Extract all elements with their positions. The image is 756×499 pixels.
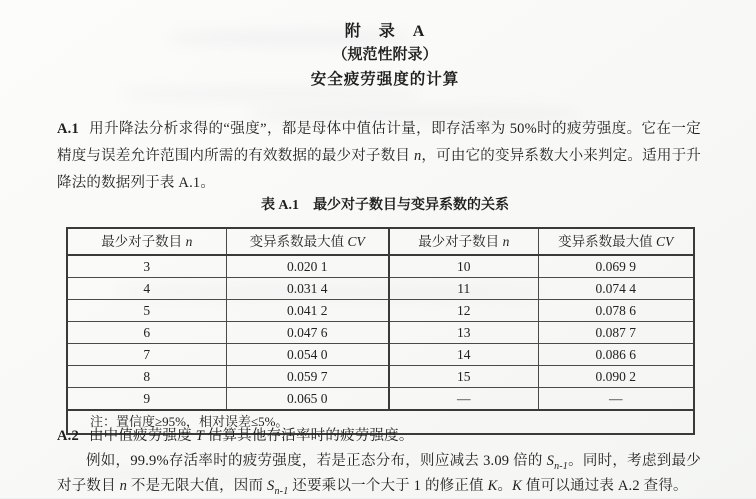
- table-cell: 0.020 1: [226, 255, 389, 278]
- variable-n: n: [185, 233, 193, 249]
- table-cell: 0.054 0: [226, 344, 389, 366]
- table-cell: 0.086 6: [538, 344, 694, 366]
- table-cell: 0.074 4: [538, 278, 694, 300]
- appendix-title: 附 录 A: [344, 23, 426, 40]
- section-a2-text: 值可以通过表 A.2 查得。: [522, 478, 688, 494]
- table-cell: —: [389, 388, 538, 411]
- variable-s: S: [267, 478, 275, 494]
- section-a2-text: 。: [497, 478, 513, 494]
- table-cell: 0.059 7: [226, 366, 389, 388]
- table-header-row: [67, 228, 694, 255]
- variable-k: K: [487, 478, 498, 494]
- variable-k: K: [512, 478, 523, 494]
- table-note: 注：置信度≥95%，相对误差≤5%。: [67, 410, 694, 434]
- table-cell: 14: [389, 344, 538, 366]
- variable-t: T: [195, 428, 204, 444]
- table-cell: 7: [67, 344, 226, 366]
- variable-s: S: [546, 453, 555, 469]
- section-a2-body: [57, 449, 701, 499]
- table-cell: 10: [389, 255, 538, 278]
- column-header: 变异系数最大值 CV: [538, 228, 694, 255]
- table-caption: [0, 194, 756, 214]
- section-a1-text: ，可由它的变异系数大小来判定。适用于升降法的数据列于表 A.1。: [57, 148, 701, 191]
- table-cell: —: [538, 388, 694, 411]
- table-cell: 0.078 6: [538, 300, 694, 322]
- section-a2-text: 由中值疲劳强度: [88, 428, 196, 444]
- table-cell: 0.069 9: [538, 255, 694, 278]
- section-a2-text: 不是无限大值，因而: [127, 478, 268, 494]
- table-caption-label: 表 A.1: [260, 198, 300, 213]
- table-row: [67, 300, 694, 322]
- section-a2: [57, 424, 701, 499]
- section-a1-text: 用升降法分析求得的“强度”，都是母体中值估计量，即存活率为 50%时的疲劳强度。它在一定精度与误差允许范围内所需的有效数据的最少对子数目: [57, 121, 701, 164]
- section-a2-text: 还要乘以一个大于 1 的修正值: [288, 478, 488, 494]
- table-row: [67, 278, 694, 300]
- variable-n: n: [413, 148, 422, 164]
- section-a1-label: A.1: [57, 121, 79, 137]
- table-row: [67, 322, 694, 344]
- column-header: 最少对子数目 n: [389, 228, 538, 255]
- table-cell: 0.065 0: [226, 388, 389, 411]
- table-cell: 11: [389, 278, 538, 300]
- variable-n: n: [502, 233, 510, 249]
- variable-cv: CV: [656, 233, 674, 249]
- table-cell: 0.087 7: [538, 322, 694, 344]
- table-row: [67, 344, 694, 366]
- subscript-n-minus-1: n-1: [274, 485, 289, 497]
- table-cell: 5: [67, 300, 226, 322]
- section-a2-label: A.2: [57, 428, 79, 444]
- table-cell: 0.047 6: [226, 322, 389, 344]
- appendix-subtitle: （规范性附录）: [332, 47, 438, 63]
- table-cell: 0.041 2: [226, 300, 389, 322]
- table-cell: 8: [67, 366, 226, 388]
- table-cell: 6: [67, 322, 226, 344]
- table-cell: 0.031 4: [226, 278, 389, 300]
- section-a2-intro: [57, 424, 701, 449]
- table-cell: 13: [389, 322, 538, 344]
- table-cell: 0.090 2: [538, 366, 694, 388]
- table-cell: 4: [67, 278, 226, 300]
- appendix-heading: 安全疲劳强度的计算: [310, 71, 460, 88]
- section-a2-text: 例如，99.9%存活率时的疲劳强度，若是正态分布，则应减去 3.09 倍的: [86, 453, 547, 469]
- variable-n: n: [119, 478, 128, 494]
- table-cell: 15: [389, 366, 538, 388]
- variable-cv: CV: [347, 233, 365, 249]
- table-row: [67, 388, 694, 411]
- scan-bleed-artifact: [120, 88, 420, 99]
- table-row: [67, 366, 694, 388]
- subscript-n-minus-1: n-1: [554, 460, 568, 472]
- table-cell: 9: [67, 388, 226, 411]
- section-a2-text: 估算其他存活率时的疲劳强度。: [203, 428, 414, 444]
- table-cell: 12: [389, 300, 538, 322]
- table-row: [67, 255, 694, 278]
- table-cell: 3: [67, 255, 226, 278]
- column-header: 最少对子数目 n: [67, 228, 226, 255]
- table-caption-text: 最少对子数目与变异系数的关系: [313, 198, 510, 213]
- section-a1-paragraph: [57, 116, 701, 197]
- section-a2-text: 。同时，考虑到最少对子数目: [57, 453, 701, 494]
- table-a1: [66, 227, 695, 435]
- column-header: 变异系数最大值 CV: [226, 228, 389, 255]
